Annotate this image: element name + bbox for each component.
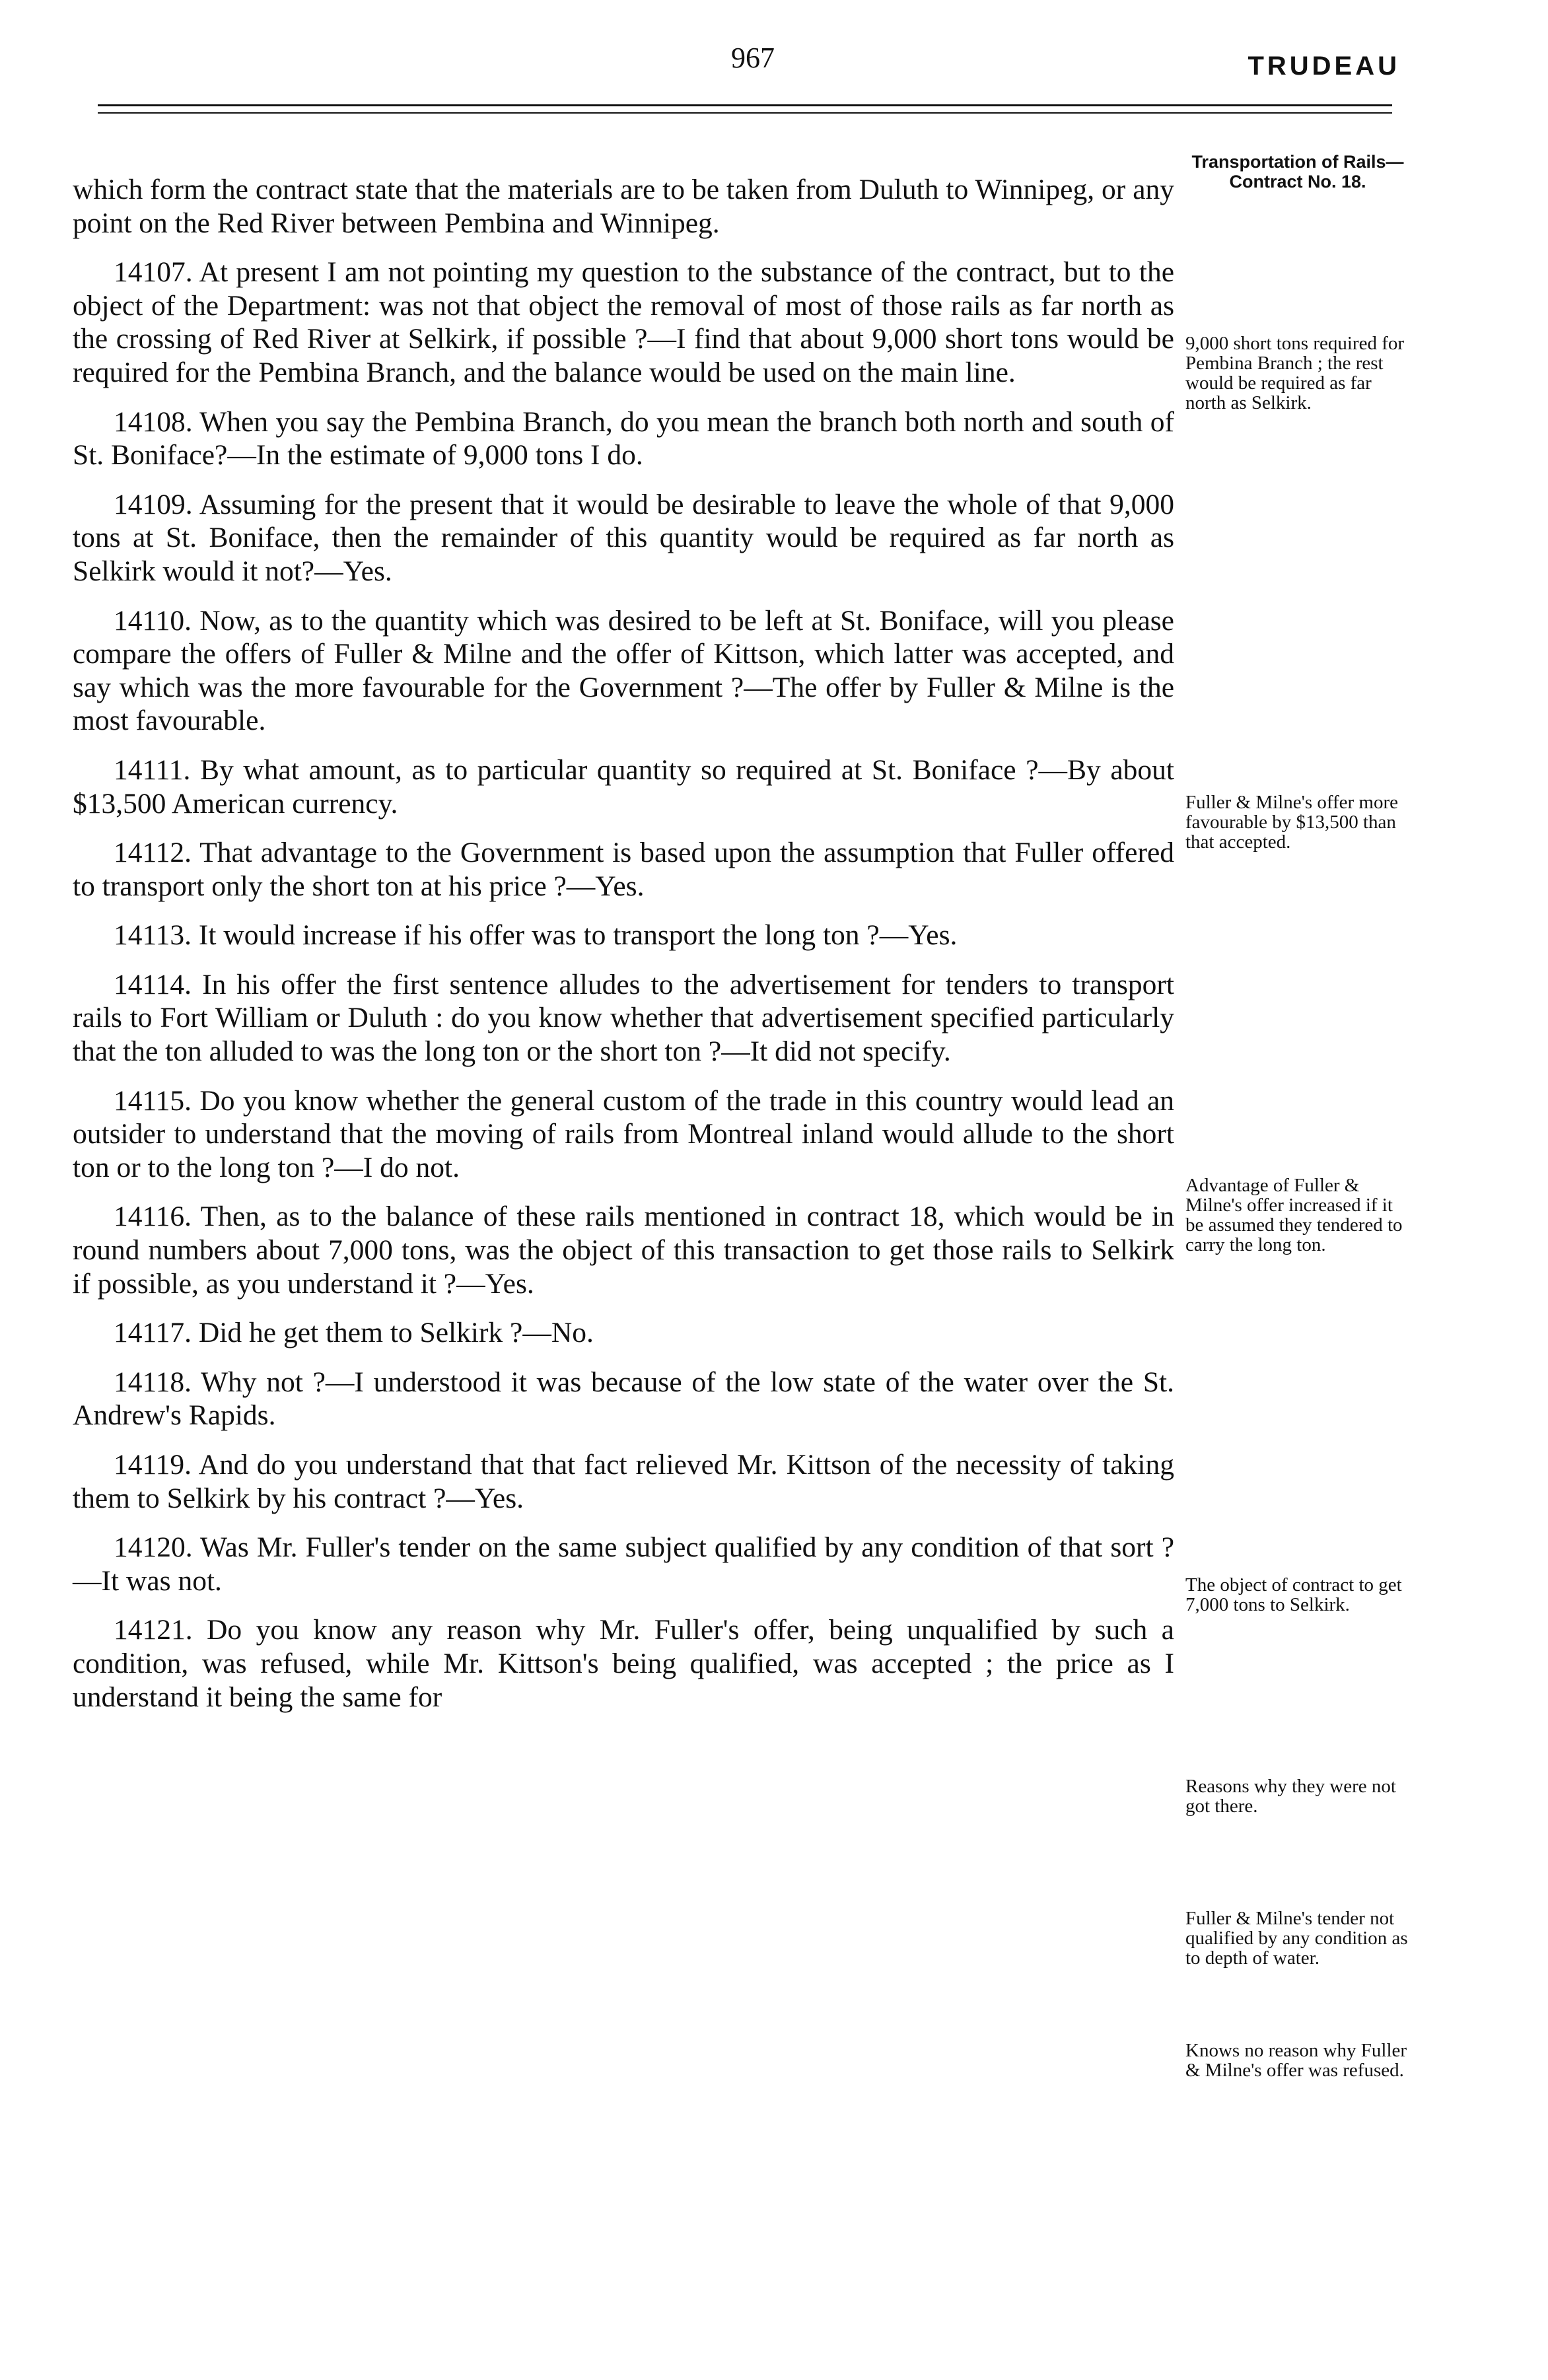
margin-note-tender-not-qualified: Fuller & Milne's tender not qualified by any condition as to depth of water. <box>1185 1908 1408 1969</box>
paragraph-14116: 14116. Then, as to the balance of these rails mentioned in contract 18, which would be in round numbers about 7,000 tons, was the object of this transaction to get those rails to Selkirk if possible, as you understand it ?—Yes. <box>73 1201 1174 1300</box>
margin-note-reasons-not-got: Reasons why they were not got there. <box>1185 1776 1396 1817</box>
testimony-text <box>73 173 1174 1730</box>
paragraph-continued: which form the contract state that the materials are to be taken from Duluth to Winnipeg, or any point on the Red River between Pembina and Winnipeg. <box>73 174 1174 239</box>
margin-note-9000-tons: 9,000 short tons required for Pembina Branch ; the rest would be required as far north as Selkirk. <box>1185 333 1405 413</box>
running-title: TRUDEAU <box>1248 52 1400 81</box>
paragraph-14114: 14114. In his offer the first sentence alludes to the advertisement for tenders to transport rails to Fort William or Duluth : do you know whether that advertisement specified particularly that the ton alluded to was the long ton or the short ton ?—It did not specify. <box>73 968 1174 1068</box>
margin-note-transportation: Transportation of Rails— Contract No. 18. <box>1191 152 1404 192</box>
paragraph-14119: 14119. And do you understand that that fact relieved Mr. Kittson of the necessity of taking them to Selkirk by his contract ?—Yes. <box>73 1449 1174 1514</box>
paragraph-14121: 14121. Do you know any reason why Mr. Fuller's offer, being unqualified by such a condition, was refused, while Mr. Kittson's being qualified, was accepted ; the price as I understand it being the same for <box>73 1614 1174 1713</box>
header-rule <box>98 104 1392 106</box>
paragraph-14111: 14111. By what amount, as to particular quantity so required at St. Boniface ?—By about $13,500 American currency. <box>73 753 1174 820</box>
page-number: 967 <box>731 42 775 74</box>
margin-note-contract-object: The object of contract to get 7,000 tons to Selkirk. <box>1185 1574 1402 1615</box>
paragraph-14110: 14110. Now, as to the quantity which was desired to be left at St. Boniface, will you please compare the offers of Fuller & Milne and the offer of Kittson, which latter was accepted, and say which was the more favourable for the Government ?—The offer by Fuller & Milne is the most favourable. <box>73 604 1174 737</box>
paragraph-14120: 14120. Was Mr. Fuller's tender on the same subject qualified by any condition of that sort ?—It was not. <box>73 1531 1174 1597</box>
paragraph-14113: 14113. It would increase if his offer was to transport the long ton ?—Yes. <box>114 919 958 952</box>
paragraph-14108: 14108. When you say the Pembina Branch, do you mean the branch both north and south of St. Boniface?—In the estimate of 9,000 tons I do. <box>73 405 1174 472</box>
paragraph-14118: 14118. Why not ?—I understood it was because of the low state of the water over the St. Andrew's Rapids. <box>73 1366 1174 1432</box>
paragraph-14117: 14117. Did he get them to Selkirk ?—No. <box>114 1317 594 1349</box>
margin-note-fuller-favourable: Fuller & Milne's offer more favourable by $13,500 than that accepted. <box>1185 792 1399 853</box>
paragraph-14115: 14115. Do you know whether the general custom of the trade in this country would lead an outsider to understand that the moving of rails from Montreal inland would allude to the short ton or to the long ton ?—I do not. <box>73 1084 1174 1183</box>
paragraph-14109: 14109. Assuming for the present that it would be desirable to leave the whole of that 9,000 tons at St. Boniface, then the remainder of this quantity would be required as far north as Selkirk would it not?—Yes. <box>73 488 1174 587</box>
header-rule-secondary <box>98 112 1392 114</box>
paragraph-14112: 14112. That advantage to the Government is based upon the assumption that Fuller offered to transport only the short ton at his price ?—Yes. <box>73 837 1174 902</box>
margin-note-knows-no-reason: Knows no reason why Fuller & Milne's offer was refused. <box>1185 2040 1407 2081</box>
margin-note-advantage-increased: Advantage of Fuller & Milne's offer increased if it be assumed they tendered to carry the long ton. <box>1185 1175 1403 1255</box>
paragraph-14107: 14107. At present I am not pointing my question to the substance of the contract, but to the object of the Department: was not that object the removal of most of those rails as far north as the crossing of Red River at Selkirk, if possible ?—I find that about 9,000 short tons would be required for the Pembina Branch, and the balance would be used on the main line. <box>73 256 1174 388</box>
